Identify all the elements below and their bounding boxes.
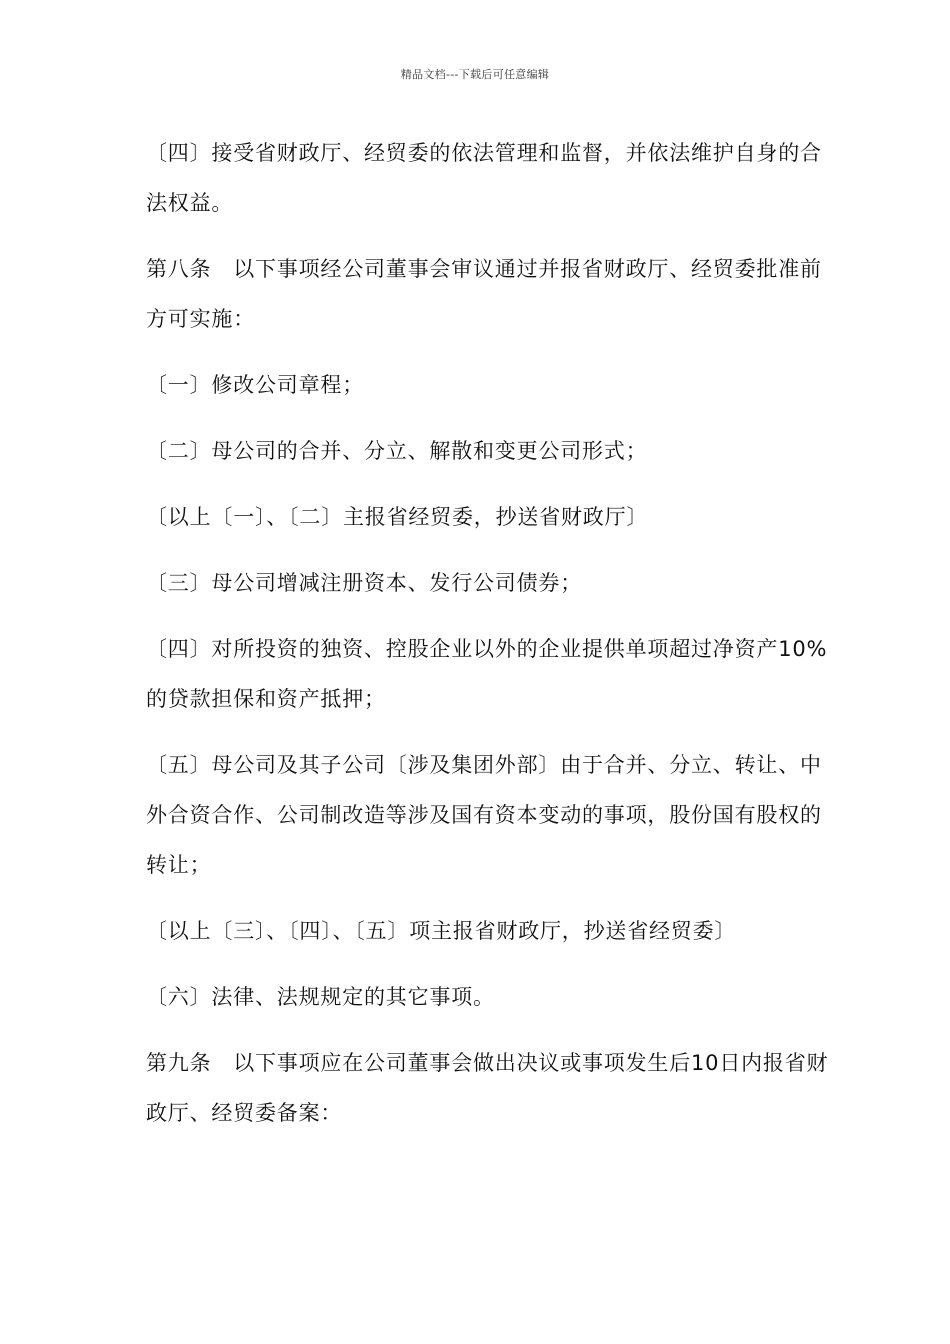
note-paragraph: 〔以上〔三〕、〔四〕、〔五〕项主报省财政厅，抄送省经贸委〕 [146,919,737,943]
list-item: 〔五〕母公司及其子公司〔涉及集团外部〕由于合并、分立、转让、中外合资合作、公司制改造等涉及国有资本变动的事项，股份国有股权的转让； [146,753,822,877]
page-header: 精品文档---下载后可任意编辑 [400,68,550,81]
list-item: 〔三〕母公司增减注册资本、发行公司债券； [146,571,582,595]
paragraph: 〔四〕接受省财政厅、经贸委的依法管理和监督，并依法维护自身的合法权益。 [146,141,822,215]
note-paragraph: 〔以上〔一〕、〔二〕主报省经贸委，抄送省财政厅〕 [146,505,649,529]
list-item: 〔二〕母公司的合并、分立、解散和变更公司形式； [146,439,648,463]
list-item: 〔四〕对所投资的独资、控股企业以外的企业提供单项超过净资产10%的贷款担保和资产抵押； [146,637,828,711]
article-heading-paragraph: 第八条 以下事项经公司董事会审议通过并报省财政厅、经贸委批准前方可实施： [146,257,822,331]
list-item: 〔一〕修改公司章程； [146,373,364,397]
document-body [146,128,836,1138]
list-item: 〔六〕法律、法规规定的其它事项。 [146,985,495,1009]
article-heading-paragraph: 第九条 以下事项应在公司董事会做出决议或事项发生后10日内报省财政厅、经贸委备案： [146,1051,829,1125]
